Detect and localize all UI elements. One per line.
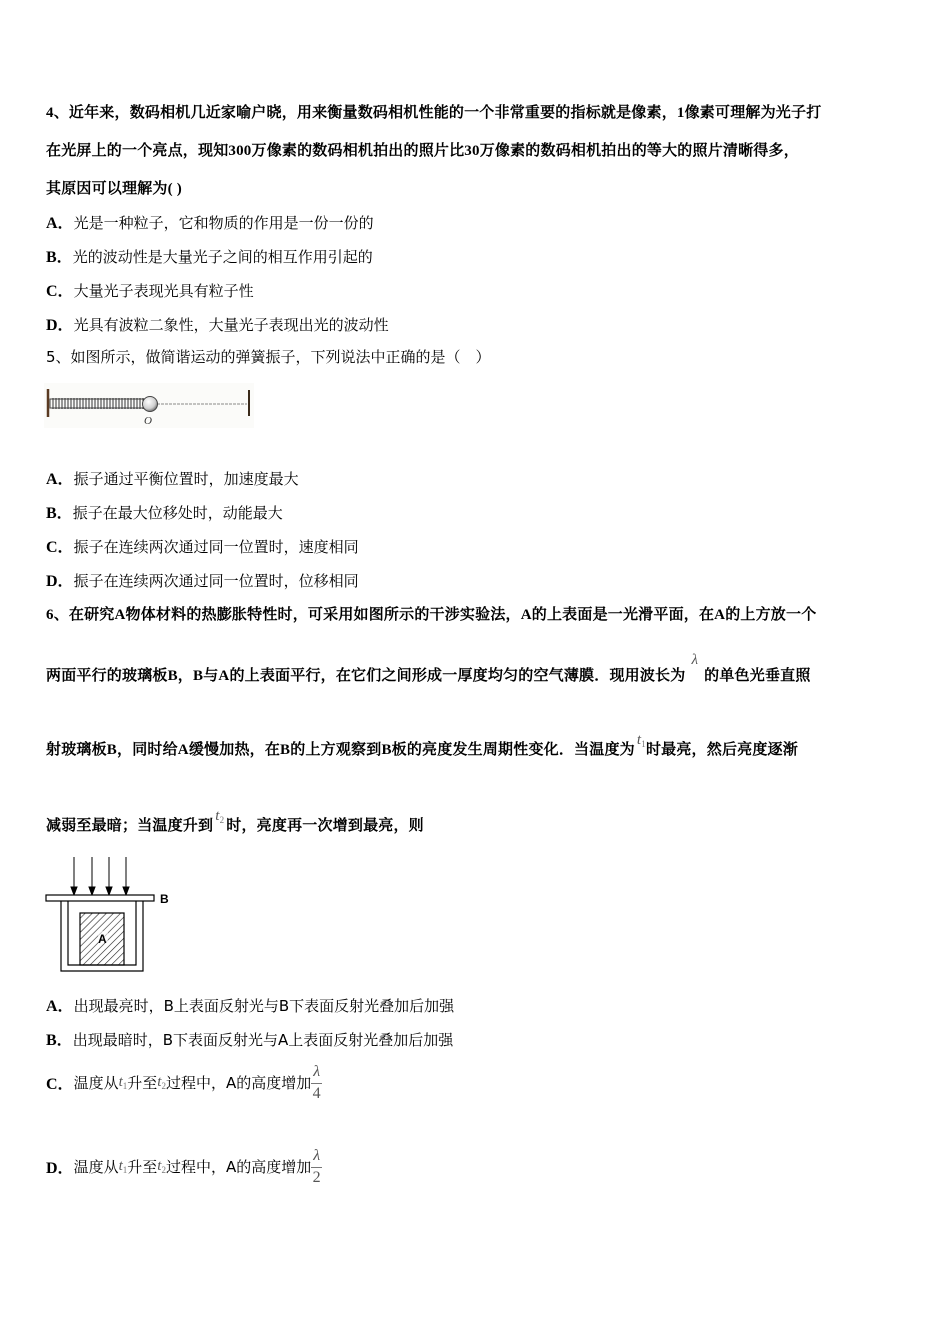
option-label: A． [46,471,74,488]
fraction-lambda-over-2 [311,1145,322,1188]
fraction-lambda-over-4 [311,1061,322,1104]
option-text: 过程中，A的高度增加 [165,1074,312,1092]
q5-stem: 5、如图所示，做简谐运动的弹簧振子，下列说法中正确的是（ ） [46,348,491,366]
q6-stem-line4 [46,808,424,835]
q6-stem-line2 [46,652,811,685]
text-segment: 的单色光垂直照 [704,668,811,684]
q4-option-a[interactable] [46,210,374,233]
t-base: t [118,1074,123,1090]
option-label: C． [46,1076,74,1093]
option-text: 温度从 [73,1158,119,1176]
option-text: 温度从 [73,1074,119,1092]
option-label: C． [46,539,74,556]
q4-stem-line1: 4、近年来，数码相机几近家喻户晓，用来衡量数码相机性能的一个非常重要的指标就是像素，1像素可理解为光子打 [46,105,822,121]
t-base: t [157,1158,162,1174]
t-subscript: 1 [641,739,646,749]
q6-option-d[interactable] [46,1145,322,1188]
q4-stem-line3: 其原因可以理解为( ) [46,181,182,197]
t2-symbol [157,1074,166,1090]
equilibrium-label-o: O [144,415,152,427]
option-text: 振子在最大位移处时，动能最大 [72,504,283,522]
option-text: 大量光子表现光具有粒子性 [73,282,254,300]
t1-symbol [637,732,646,748]
spring-oscillator-diagram [44,383,254,428]
option-label: D． [46,317,74,334]
spring-oscillator-figure [44,383,254,428]
option-text: 升至 [127,1158,158,1176]
interference-apparatus-diagram [44,855,184,977]
t1-symbol [119,1074,128,1090]
q4-option-b[interactable] [46,244,373,267]
t-subscript: 2 [161,1081,166,1091]
q4-stem-line2: 在光屏上的一个亮点，现知300万像素的数码相机拍出的照片比30万像素的数码相机拍出的等大的照片清晰得多， [46,143,799,159]
option-text: 光是一种粒子，它和物质的作用是一份一份的 [73,214,374,232]
t-subscript: 2 [161,1165,166,1175]
q6-option-c[interactable] [46,1061,322,1104]
option-text: 过程中，A的高度增加 [165,1158,312,1176]
q6-stem-line1: 6、在研究A物体材料的热膨胀特性时，可采用如图所示的干涉实验法，A的上表面是一光滑平面，在A的上方放一个 [46,607,817,623]
q5-option-a[interactable] [46,466,299,489]
q6-stem-line3 [46,732,798,759]
q6-option-a[interactable] [46,993,454,1016]
option-label: B． [46,249,73,266]
option-label: D． [46,1160,74,1177]
text-segment: 减弱至最暗；当温度升到 [46,818,214,834]
lambda-symbol: λ [691,652,699,668]
option-text: 光的波动性是大量光子之间的相互作用引起的 [72,248,373,266]
option-label: B． [46,1032,73,1049]
q4-option-c[interactable] [46,278,254,301]
option-text: 振子通过平衡位置时，加速度最大 [73,470,299,488]
option-text: 光具有波粒二象性，大量光子表现出光的波动性 [73,316,389,334]
t-subscript: 1 [122,1081,128,1091]
option-label: C． [46,283,74,300]
q5-option-d[interactable] [46,568,359,591]
option-text: 升至 [127,1074,158,1092]
t-base: t [157,1074,162,1090]
t2-symbol [215,808,224,824]
q5-option-c[interactable] [46,534,359,557]
text-segment: 时最亮，然后亮度逐渐 [645,742,798,758]
t-subscript: 1 [122,1165,128,1175]
plate-b-label: B [160,892,169,906]
block-a-label: A [98,932,107,946]
option-label: B． [46,505,73,522]
q6-option-b[interactable] [46,1027,453,1050]
text-segment: 时，亮度再一次增到最亮，则 [226,818,424,834]
q4-option-d[interactable] [46,312,389,335]
t1-symbol [119,1158,128,1174]
option-label: A． [46,215,74,232]
text-segment: 射玻璃板B，同时给A缓慢加热，在B的上方观察到B板的亮度发生周期性变化．当温度为 [46,742,635,758]
fraction-numerator: λ [311,1061,322,1084]
t-base: t [636,732,642,748]
option-text: 振子在连续两次通过同一位置时，速度相同 [73,538,359,556]
fraction-denominator: 4 [312,1085,321,1102]
t-base: t [215,808,220,824]
option-text: 出现最亮时，B上表面反射光与B下表面反射光叠加后加强 [73,997,455,1015]
t-base: t [118,1158,123,1174]
option-label: A． [46,998,74,1015]
text-segment: 两面平行的玻璃板B，B与A的上表面平行，在它们之间形成一厚度均匀的空气薄膜．现用波长为 [46,668,686,684]
fraction-denominator: 2 [312,1169,321,1186]
q5-option-b[interactable] [46,500,283,523]
t-subscript: 2 [219,815,225,825]
t2-symbol [157,1158,166,1174]
interference-apparatus-figure [44,855,184,977]
fraction-numerator: λ [311,1145,322,1168]
option-label: D． [46,573,74,590]
option-text: 出现最暗时，B下表面反射光与A上表面反射光叠加后加强 [72,1031,454,1049]
option-text: 振子在连续两次通过同一位置时，位移相同 [73,572,359,590]
